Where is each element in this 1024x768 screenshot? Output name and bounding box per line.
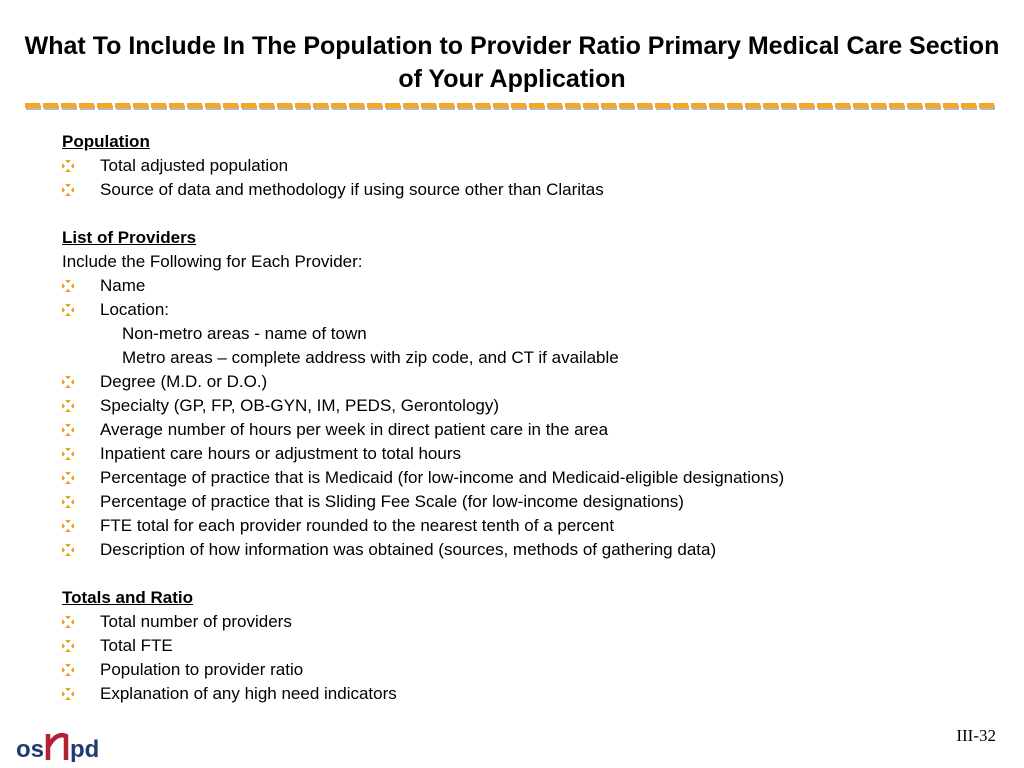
- svg-text:os: os: [16, 736, 45, 763]
- diamond-bullet-icon: [62, 424, 74, 436]
- sub-item: Non-metro areas - name of town: [122, 324, 367, 343]
- diamond-bullet-icon: [62, 640, 74, 652]
- slide-body: [62, 130, 1002, 706]
- diamond-bullet-icon: [62, 448, 74, 460]
- bullet-item: Inpatient care hours or adjustment to total hours: [62, 442, 1002, 466]
- bullet-item: Location:: [62, 298, 1002, 322]
- diamond-bullet-icon: [62, 544, 74, 556]
- bullet-item: Total FTE: [62, 634, 1002, 658]
- section-heading-population: Population: [62, 132, 150, 151]
- bullet-item: Population to provider ratio: [62, 658, 1002, 682]
- section-intro: Include the Following for Each Provider:: [62, 252, 363, 271]
- diamond-bullet-icon: [62, 496, 74, 508]
- bullet-item: Description of how information was obtained (sources, methods of gathering data): [62, 538, 1002, 562]
- bullet-item: Total number of providers: [62, 610, 1002, 634]
- diamond-bullet-icon: [62, 400, 74, 412]
- bullet-item: Explanation of any high need indicators: [62, 682, 1002, 706]
- bullet-item: Percentage of practice that is Medicaid (for low-income and Medicaid-eligible designations): [62, 466, 1002, 490]
- diamond-bullet-icon: [62, 664, 74, 676]
- bullet-item: Total adjusted population: [62, 154, 1002, 178]
- diamond-bullet-icon: [62, 520, 74, 532]
- diamond-bullet-icon: [62, 688, 74, 700]
- bullet-item: Average number of hours per week in direct patient care in the area: [62, 418, 1002, 442]
- bullet-item: Percentage of practice that is Sliding Fee Scale (for low-income designations): [62, 490, 1002, 514]
- section-heading-list-of-providers: List of Providers: [62, 228, 197, 247]
- page-number: III-32: [956, 726, 996, 745]
- bullet-item: Degree (M.D. or D.O.): [62, 370, 1002, 394]
- diamond-bullet-icon: [62, 376, 74, 388]
- slide-title: What To Include In The Population to Provider Ratio Primary Medical Care Section of Your Application: [24, 32, 1000, 93]
- bullet-item: Name: [62, 274, 1002, 298]
- title-divider: [25, 102, 1000, 111]
- svg-text:pd: pd: [70, 736, 100, 763]
- bullet-item: FTE total for each provider rounded to the nearest tenth of a percent: [62, 514, 1002, 538]
- section-heading-totals-and-ratio: Totals and Ratio: [62, 588, 193, 607]
- diamond-bullet-icon: [62, 160, 74, 172]
- diamond-bullet-icon: [62, 472, 74, 484]
- sub-item: Metro areas – complete address with zip code, and CT if available: [122, 348, 619, 367]
- diamond-bullet-icon: [62, 184, 74, 196]
- diamond-bullet-icon: [62, 616, 74, 628]
- oshpd-logo: [14, 724, 114, 764]
- bullet-item: Source of data and methodology if using source other than Claritas: [62, 178, 1002, 202]
- diamond-bullet-icon: [62, 280, 74, 292]
- bullet-item: Specialty (GP, FP, OB-GYN, IM, PEDS, Gerontology): [62, 394, 1002, 418]
- diamond-bullet-icon: [62, 304, 74, 316]
